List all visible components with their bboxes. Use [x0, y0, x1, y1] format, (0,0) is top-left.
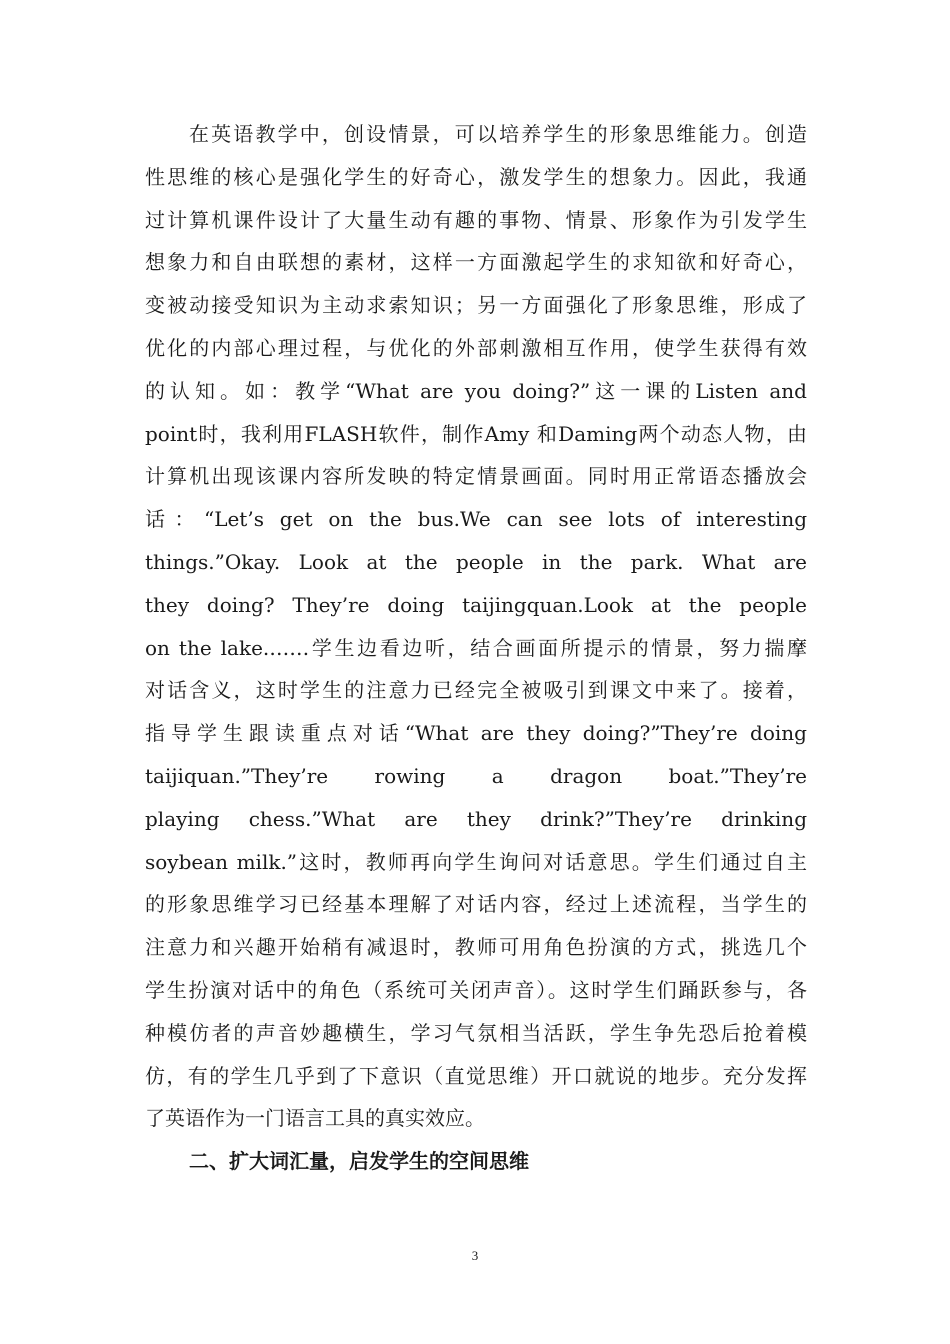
paragraph-line: 对话含义，这时学生的注意力已经完全被吸引到课文中来了。接着，: [145, 678, 807, 703]
paragraph-line: 了英语作为一门语言工具的真实效应。: [145, 1106, 485, 1131]
paragraph-line: 变被动接受知识为主动求索知识；另一方面强化了形象思维，形成了: [145, 293, 807, 318]
paragraph-line: 的认知。如：教学“What are you doing?”这一课的Listen and: [145, 378, 807, 403]
section-heading: 二、扩大词汇量，启发学生的空间思维: [189, 1149, 529, 1174]
paragraph-line: point时，我利用FLASH软件，制作Amy 和Daming两个动态人物，由: [145, 421, 807, 446]
paragraph-line: 优化的内部心理过程，与优化的外部刺激相互作用，使学生获得有效: [145, 335, 807, 360]
paragraph-line: they doing? They’re doing taijingquan.Look at the people: [145, 592, 807, 617]
paragraph-line: 指导学生跟读重点对话“What are they doing?”They’re doing: [145, 721, 807, 746]
paragraph-line: 想象力和自由联想的素材，这样一方面激起学生的求知欲和好奇心，: [145, 250, 807, 275]
paragraph-line: things.”Okay. Look at the people in the park. What are: [145, 549, 807, 574]
paragraph-line: 注意力和兴趣开始稍有减退时，教师可用角色扮演的方式，挑选几个: [145, 935, 807, 960]
paragraph-line: 过计算机课件设计了大量生动有趣的事物、情景、形象作为引发学生: [145, 207, 807, 232]
paragraph-line: soybean milk.”这时，教师再向学生询问对话意思。学生们通过自主: [145, 849, 807, 874]
paragraph-line: 的形象思维学习已经基本理解了对话内容，经过上述流程，当学生的: [145, 892, 807, 917]
paragraph-line: 性思维的核心是强化学生的好奇心，激发学生的想象力。因此，我通: [145, 164, 807, 189]
paragraph-line: 学生扮演对话中的角色（系统可关闭声音）。这时学生们踊跃参与，各: [145, 977, 807, 1002]
page-number: 3: [471, 1248, 479, 1263]
paragraph-line: taijiquan.”They’re rowing a dragon boat.”They’re: [145, 763, 807, 788]
body-paragraph: [145, 113, 807, 1183]
paragraph-line: 仿，有的学生几乎到了下意识（直觉思维）开口就说的地步。充分发挥: [145, 1063, 807, 1088]
paragraph-line: 在英语教学中，创设情景，可以培养学生的形象思维能力。创造: [189, 122, 807, 146]
paragraph-line: on the lake.……学生边看边听，结合画面所提示的情景，努力揣摩: [145, 635, 807, 660]
paragraph-line: 种模仿者的声音妙趣横生，学习气氛相当活跃，学生争先恐后抢着模: [145, 1020, 807, 1045]
paragraph-line: 计算机出现该课内容所发映的特定情景画面。同时用正常语态播放会: [145, 464, 807, 489]
paragraph-line: 话：“Let’s get on the bus.We can see lots of interesting: [145, 507, 807, 532]
paragraph-line: playing chess.”What are they drink?”They’re drinking: [145, 806, 807, 831]
